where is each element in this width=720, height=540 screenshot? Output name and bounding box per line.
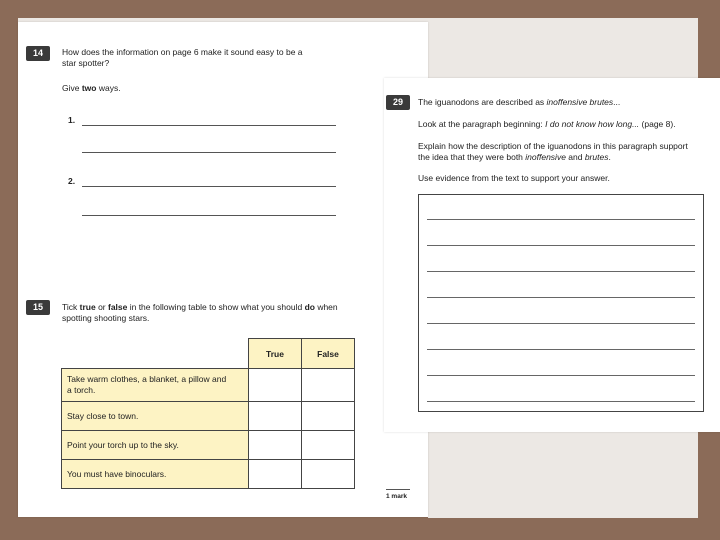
tick-box-true[interactable] [249,402,302,431]
answer-box[interactable] [418,194,704,412]
q15-pre: Tick [62,302,80,312]
question-14-line1: How does the information on page 6 make it sound easy to be a [62,47,303,57]
answer-line[interactable] [427,271,695,272]
q29-line4-mid: and [565,152,585,162]
answer-line[interactable] [427,297,695,298]
tick-box-true[interactable] [249,460,302,489]
tick-box-false[interactable] [302,431,355,460]
answer-line[interactable] [427,401,695,402]
q29-line1-italic: inoffensive brutes [546,97,614,107]
instruction-post: ways. [96,83,121,93]
left-page [18,22,428,517]
q15-post2: when [314,302,338,312]
tick-box-false[interactable] [302,402,355,431]
answer-label-1: 1. [68,115,76,125]
q15-post1: in the following table to show what you should [127,302,305,312]
table-row [62,369,355,402]
q29-line2-pre: Look at the paragraph beginning: [418,119,546,129]
q29-line2-post: (page 8). [639,119,676,129]
mark-label: 1 mark [386,493,407,500]
question-29-line2 [418,119,676,130]
q29-line1-pre: The iguanodons are described as [418,97,547,107]
instruction-pre: Give [62,83,82,93]
true-false-table [61,338,355,489]
question-14-text [62,47,303,69]
q15-true: true [79,302,96,312]
q15-line2: spotting shooting stars. [62,313,150,323]
answer-line-2b[interactable] [82,215,336,216]
answer-line[interactable] [427,323,695,324]
table-corner [62,339,249,369]
answer-line-1b[interactable] [82,152,336,153]
question-15-number: 15 [26,300,50,315]
table-row [62,460,355,489]
q29-line4-post: . [608,152,611,162]
table-row [62,402,355,431]
answer-line[interactable] [427,349,695,350]
q15-false: false [107,302,128,312]
tick-box-true[interactable] [249,369,302,402]
column-header-true: True [249,339,302,369]
instruction-bold: two [81,83,97,93]
question-15-text [62,302,338,324]
column-header-false: False [302,339,355,369]
mark-line [386,489,410,490]
answer-label-2: 2. [68,176,76,186]
q29-line3: Explain how the description of the iguanodons in this paragraph support [418,141,688,151]
q29-line1-post: ... [613,97,621,107]
q29-line4-italic1: inoffensive [525,152,566,162]
tick-box-true[interactable] [249,431,302,460]
q29-line4-italic2: brutes [584,152,609,162]
q15-mid: or [95,302,108,312]
right-page [384,78,720,432]
table-row [62,431,355,460]
q29-line2-italic: I do not know how long... [545,119,640,129]
question-14-number: 14 [26,46,50,61]
q29-line4-pre: the idea that they were both [418,152,526,162]
tick-box-false[interactable] [302,369,355,402]
answer-line[interactable] [427,375,695,376]
question-29-line1 [418,97,620,108]
statement-line1: Take warm clothes, a blanket, a pillow and [67,374,227,384]
statement-cell: You must have binoculars. [62,460,249,489]
answer-line[interactable] [427,219,695,220]
answer-line-1a[interactable] [82,125,336,126]
statement-cell: Point your torch up to the sky. [62,431,249,460]
statement-line2: a torch. [67,385,96,395]
question-29-number: 29 [386,95,410,110]
statement-cell: Stay close to town. [62,402,249,431]
answer-line-2a[interactable] [82,186,336,187]
question-14-instruction [62,83,121,94]
tick-box-false[interactable] [302,460,355,489]
question-29-line5: Use evidence from the text to support your answer. [418,173,610,183]
question-29-line3 [418,141,688,163]
question-14-line2: star spotter? [62,58,110,68]
answer-line[interactable] [427,245,695,246]
statement-cell [62,369,249,402]
q15-do: do [304,302,315,312]
